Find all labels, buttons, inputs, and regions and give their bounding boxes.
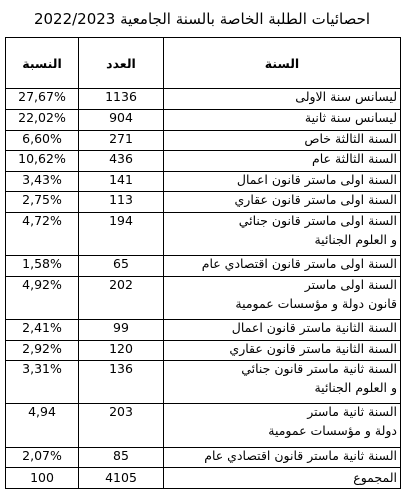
count-cell: 1136 — [79, 89, 164, 110]
percentage-cell: 27,67% — [6, 89, 79, 110]
year-label-line: قانون دولة و مؤسسات عمومية — [235, 295, 397, 311]
count-cell: 136 — [79, 361, 164, 404]
table-row — [6, 110, 401, 131]
year-cell — [164, 447, 401, 468]
year-cell — [164, 89, 401, 110]
year-label-line: دولة و مؤسسات عمومية — [268, 423, 397, 439]
year-label-line: السنة اولى ماستر — [304, 276, 397, 292]
percentage-cell: 3,43% — [6, 171, 79, 192]
percentage-cell: 6,60% — [6, 130, 79, 151]
table-row — [6, 89, 401, 110]
year-label-line: السنة ثانية ماستر — [307, 404, 397, 420]
count-cell: 85 — [79, 447, 164, 468]
year-label-line: السنة اولى ماستر قانون اقتصادي عام — [201, 256, 397, 272]
total-label: المجموع — [164, 468, 401, 489]
year-label-line: السنة الثالثة عام — [311, 151, 397, 167]
header-count: العدد — [79, 38, 164, 89]
year-label-line: و العلوم الجنائية — [314, 380, 397, 396]
percentage-cell: 4,72% — [6, 212, 79, 255]
count-cell: 113 — [79, 192, 164, 213]
table-row — [6, 276, 401, 319]
table-row — [6, 192, 401, 213]
year-label-line: السنة اولى ماستر قانون اعمال — [236, 171, 397, 187]
count-cell: 120 — [79, 340, 164, 361]
count-cell: 202 — [79, 276, 164, 319]
table-row — [6, 340, 401, 361]
year-label-line: السنة ثانية ماستر قانون جنائي — [241, 361, 397, 377]
percentage-cell: 1,58% — [6, 256, 79, 277]
year-label-line: ليسانس سنة ثانية — [304, 110, 397, 126]
year-label-line: السنة الثانية ماستر قانون عقاري — [229, 340, 397, 356]
count-cell: 436 — [79, 151, 164, 172]
table-row — [6, 404, 401, 447]
total-count: 4105 — [79, 468, 164, 489]
year-cell — [164, 130, 401, 151]
year-label-line: ليسانس سنة الاولى — [295, 89, 397, 105]
table-row — [6, 319, 401, 340]
year-cell — [164, 361, 401, 404]
count-cell: 271 — [79, 130, 164, 151]
year-cell — [164, 192, 401, 213]
percentage-cell: 4,94 — [6, 404, 79, 447]
year-cell — [164, 110, 401, 131]
year-cell — [164, 319, 401, 340]
count-cell: 99 — [79, 319, 164, 340]
year-label-line: السنة الثانية ماستر قانون اعمال — [231, 319, 397, 335]
year-cell — [164, 151, 401, 172]
header-percentage: النسبة — [6, 38, 79, 89]
statistics-table — [5, 37, 401, 489]
table-row — [6, 171, 401, 192]
table-row — [6, 151, 401, 172]
total-row — [6, 468, 401, 489]
count-cell: 194 — [79, 212, 164, 255]
year-cell — [164, 276, 401, 319]
count-cell: 203 — [79, 404, 164, 447]
count-cell: 65 — [79, 256, 164, 277]
year-label-line: السنة الثالثة خاص — [304, 130, 397, 146]
year-label-line: السنة اولى ماستر قانون عقاري — [234, 192, 397, 208]
table-row — [6, 212, 401, 255]
count-cell: 141 — [79, 171, 164, 192]
table-row — [6, 447, 401, 468]
count-cell: 904 — [79, 110, 164, 131]
percentage-cell: 10,62% — [6, 151, 79, 172]
percentage-cell: 22,02% — [6, 110, 79, 131]
table-row — [6, 256, 401, 277]
year-cell — [164, 212, 401, 255]
percentage-cell: 3,31% — [6, 361, 79, 404]
table-row — [6, 130, 401, 151]
table-row — [6, 361, 401, 404]
percentage-cell: 2,92% — [6, 340, 79, 361]
page-title: احصائيات الطلبة الخاصة بالسنة الجامعية 2022/2023 — [33, 10, 371, 28]
total-percentage: 100 — [6, 468, 79, 489]
year-cell — [164, 171, 401, 192]
year-label-line: السنة اولى ماستر قانون جنائي — [238, 212, 397, 228]
percentage-cell: 2,07% — [6, 447, 79, 468]
percentage-cell: 2,41% — [6, 319, 79, 340]
percentage-cell: 4,92% — [6, 276, 79, 319]
year-cell — [164, 256, 401, 277]
year-cell — [164, 404, 401, 447]
header-year: السنة — [164, 38, 401, 89]
year-label-line: و العلوم الجنائية — [314, 231, 397, 247]
header-row — [6, 38, 401, 89]
year-label-line: السنة ثانية ماستر قانون اقتصادي عام — [204, 447, 397, 463]
percentage-cell: 2,75% — [6, 192, 79, 213]
year-cell — [164, 340, 401, 361]
